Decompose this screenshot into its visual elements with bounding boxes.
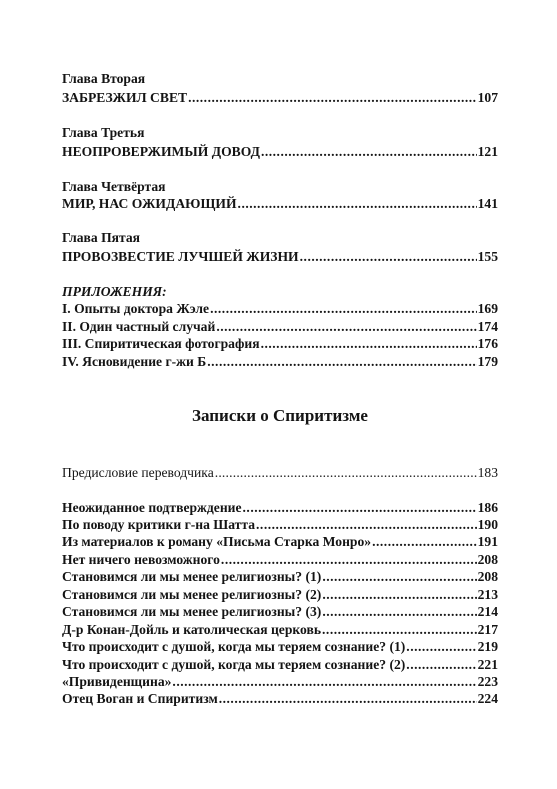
dot-leader (322, 568, 476, 585)
toc-entry-title: Неожиданное подтверждение (62, 500, 242, 515)
toc-entry-page: 174 (477, 319, 498, 334)
toc-entry-title: I. Опыты доктора Жэле (62, 301, 210, 316)
toc-entry-page: 217 (477, 622, 498, 637)
toc-entry-page: 121 (477, 144, 498, 159)
dot-leader (238, 195, 477, 212)
dot-leader (322, 586, 476, 603)
toc-entry-title: III. Спиритическая фотография (62, 336, 260, 351)
toc-entry-page: 191 (477, 534, 498, 549)
toc-entry[interactable] (62, 638, 498, 655)
toc-entry-page: 208 (477, 569, 498, 584)
toc-entry[interactable] (62, 690, 498, 707)
toc-entry-title: Что происходит с душой, когда мы теряем сознание? (1) (62, 639, 406, 654)
toc-entry-page: 223 (477, 674, 498, 689)
appendix-heading: ПРИЛОЖЕНИЯ: (62, 284, 167, 299)
toc-entry[interactable] (62, 335, 498, 352)
toc-entry-title: Из материалов к роману «Письма Старка Монро» (62, 534, 372, 549)
toc-entry-title: Д-р Конан-Дойль и католическая церковь (62, 622, 322, 637)
dot-leader (243, 499, 477, 516)
toc-entry-title: ЗАБРЕЗЖИЛ СВЕТ (62, 90, 188, 105)
toc-entry-title: IV. Ясновидение г-жи Б (62, 354, 207, 369)
dot-leader (322, 603, 476, 620)
dot-leader (300, 248, 477, 265)
toc-entry-title: Становимся ли мы менее религиозны? (1) (62, 569, 322, 584)
dot-leader (322, 621, 477, 638)
toc-entry[interactable] (62, 353, 498, 370)
toc-entry[interactable] (62, 464, 498, 481)
toc-entry-title: Предисловие переводчика (62, 465, 214, 480)
toc-entry-title: ПРОВОЗВЕСТИЕ ЛУЧШЕЙ ЖИЗНИ (62, 249, 299, 264)
toc-entry[interactable] (62, 533, 498, 550)
dot-leader (406, 656, 476, 673)
toc-entry[interactable] (62, 621, 498, 638)
toc-entry-title: Нет ничего невозможного (62, 552, 220, 567)
toc-entry-title: Становимся ли мы менее религиозны? (3) (62, 604, 322, 619)
dot-leader (207, 353, 476, 370)
toc-entry[interactable] (62, 656, 498, 673)
toc-entry-title: НЕОПРОВЕРЖИМЫЙ ДОВОД (62, 144, 260, 159)
toc-entry-page: 141 (477, 196, 498, 211)
toc-entry-title: Отец Воган и Спиритизм (62, 691, 218, 706)
dot-leader (261, 143, 477, 160)
toc-entry-title: II. Один частный случай (62, 319, 216, 334)
dot-leader (219, 690, 477, 707)
section-heading: Записки о Спиритизме (192, 406, 368, 425)
toc-entry-page: 179 (477, 354, 498, 369)
toc-entry[interactable] (62, 143, 498, 160)
toc-entry[interactable] (62, 568, 498, 585)
toc-entry-page: 107 (477, 90, 498, 105)
toc-entry-page: 224 (477, 691, 498, 706)
dot-leader (372, 533, 477, 550)
chapter-label: Глава Четвёртая (62, 179, 166, 194)
toc-entry-page: 169 (477, 301, 498, 316)
toc-entry-title: Становимся ли мы менее религиозны? (2) (62, 587, 322, 602)
toc-entry-page: 190 (477, 517, 498, 532)
toc-entry-page: 183 (477, 465, 498, 480)
dot-leader (172, 673, 476, 690)
toc-entry[interactable] (62, 603, 498, 620)
chapter-label: Глава Пятая (62, 230, 140, 245)
chapter-label: Глава Вторая (62, 71, 146, 86)
toc-entry-title: По поводу критики г-на Шатта (62, 517, 256, 532)
toc-entry-title: МИР, НАС ОЖИДАЮЩИЙ (62, 196, 237, 211)
toc-entry[interactable] (62, 673, 498, 690)
dot-leader (216, 318, 476, 335)
toc-entry-page: 208 (477, 552, 498, 567)
toc-entry[interactable] (62, 300, 498, 317)
toc-entry[interactable] (62, 195, 498, 212)
toc-entry[interactable] (62, 318, 498, 335)
toc-entry[interactable] (62, 248, 498, 265)
toc-entry-page: 155 (477, 249, 498, 264)
dot-leader (261, 335, 477, 352)
toc-entry[interactable] (62, 516, 498, 533)
dot-leader (406, 638, 476, 655)
toc-entry-page: 214 (477, 604, 498, 619)
toc-entry[interactable] (62, 586, 498, 603)
toc-entry-page: 176 (477, 336, 498, 351)
toc-entry-title: Что происходит с душой, когда мы теряем сознание? (2) (62, 657, 406, 672)
toc-entry[interactable] (62, 499, 498, 516)
dot-leader (215, 464, 477, 481)
toc-entry-page: 221 (477, 657, 498, 672)
toc-entry[interactable] (62, 89, 498, 106)
toc-entry[interactable] (62, 551, 498, 568)
toc-entry-page: 219 (477, 639, 498, 654)
dot-leader (221, 551, 477, 568)
toc-entry-title: «Привиденщина» (62, 674, 172, 689)
dot-leader (256, 516, 477, 533)
dot-leader (188, 89, 477, 106)
toc-entry-page: 213 (477, 587, 498, 602)
chapter-label: Глава Третья (62, 125, 145, 140)
dot-leader (210, 300, 477, 317)
toc-entry-page: 186 (477, 500, 498, 515)
